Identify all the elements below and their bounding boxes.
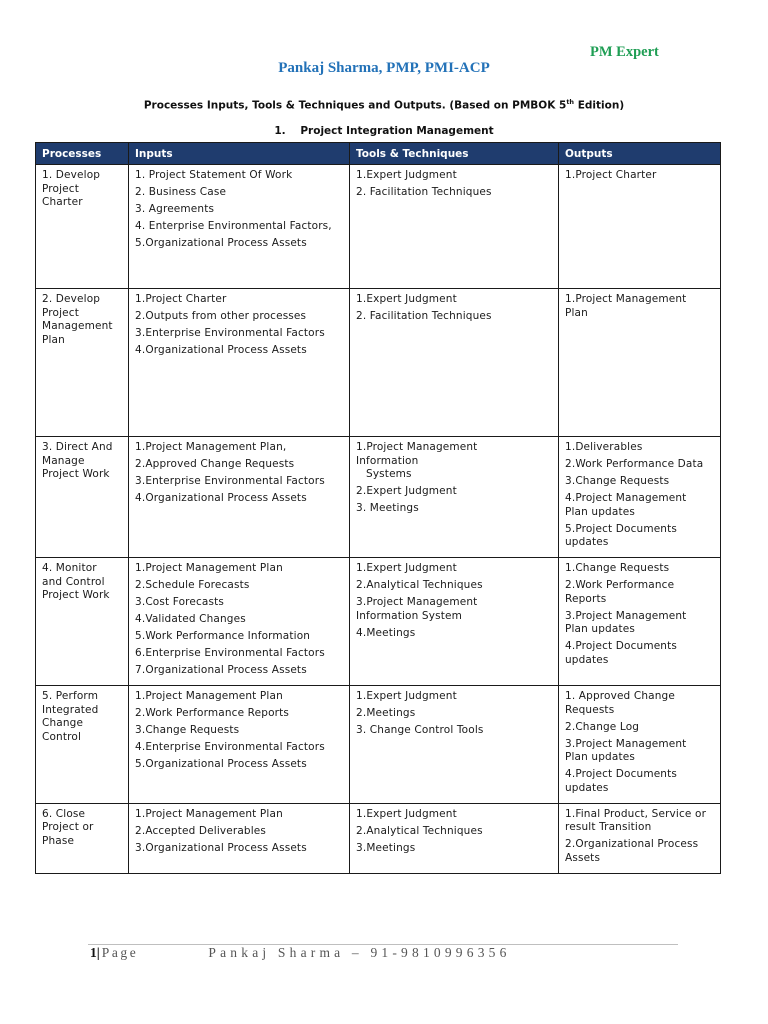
cell-line: 4.Validated Changes xyxy=(135,613,246,625)
cell-line: 2.Outputs from other processes xyxy=(135,310,307,322)
table-header-row xyxy=(36,143,721,165)
table-row xyxy=(36,437,721,558)
process-cell xyxy=(36,686,129,804)
inputs-cell xyxy=(129,289,350,437)
subtitle-suffix: Edition) xyxy=(574,99,625,112)
cell-line: 3.Project Management xyxy=(565,609,687,622)
cell-line: Project Work xyxy=(42,589,110,601)
process-cell xyxy=(36,558,129,686)
cell-line: 3.Change Requests xyxy=(565,475,670,487)
subtitle-superscript: th xyxy=(566,98,575,106)
cell-line: 7.Organizational Process Assets xyxy=(135,664,307,676)
table-row xyxy=(36,289,721,437)
cell-line: 5.Project Documents xyxy=(565,522,677,535)
column-header-tools: Tools & Techniques xyxy=(350,143,559,165)
cell-line: 1.Project Charter xyxy=(565,169,657,181)
process-table xyxy=(35,142,721,874)
page-label: Page xyxy=(101,945,139,960)
cell-line: 1.Expert Judgment xyxy=(356,169,457,181)
outputs-cell xyxy=(559,165,721,289)
cell-line: 2.Analytical Techniques xyxy=(356,824,483,837)
cell-line: result Transition xyxy=(565,821,652,833)
outputs-cell xyxy=(559,558,721,686)
inputs-cell xyxy=(129,437,350,558)
cell-line: Charter xyxy=(42,196,83,208)
cell-line: Systems xyxy=(366,468,412,480)
column-header-processes: Processes xyxy=(36,143,129,165)
cell-line: Management xyxy=(42,320,113,332)
process-cell xyxy=(36,803,129,873)
cell-line: 2.Expert Judgment xyxy=(356,485,457,497)
brand-label: PM Expert xyxy=(590,44,659,60)
section-title: Project Integration Management xyxy=(300,125,494,137)
cell-line: 3.Enterprise Environmental Factors xyxy=(135,475,325,487)
tools-cell xyxy=(350,558,559,686)
author-title: Pankaj Sharma, PMP, PMI-ACP xyxy=(278,60,490,76)
cell-line: Plan xyxy=(42,333,65,346)
footer-separator: | xyxy=(96,945,100,960)
cell-line: Integrated xyxy=(42,703,99,716)
cell-line: Plan updates xyxy=(565,505,635,518)
cell-line: Requests xyxy=(565,703,615,716)
cell-line: 6.Enterprise Environmental Factors xyxy=(135,647,325,659)
cell-line: updates xyxy=(565,653,609,666)
tools-cell xyxy=(350,165,559,289)
cell-line: 3.Project Management xyxy=(356,596,478,608)
cell-line: Plan xyxy=(565,306,588,319)
cell-line: Project or xyxy=(42,821,94,833)
cell-line: 3. Change Control Tools xyxy=(356,724,484,736)
subtitle-text: Processes Inputs, Tools & Techniques and Outputs. (Based on PMBOK 5 xyxy=(143,99,567,112)
cell-line: 1.Project Management Plan xyxy=(135,807,283,820)
cell-line: 1.Project Management Plan, xyxy=(135,441,287,453)
inputs-cell xyxy=(129,686,350,804)
cell-line: 6. Close xyxy=(42,807,86,820)
tools-cell xyxy=(350,437,559,558)
cell-line: 5.Organizational Process Assets xyxy=(135,237,307,249)
cell-line: 4.Project Management xyxy=(565,492,687,504)
cell-line: Control xyxy=(42,730,82,743)
cell-line: 1.Project Management Plan xyxy=(135,690,283,702)
cell-line: updates xyxy=(565,781,609,794)
tools-cell xyxy=(350,686,559,804)
cell-line: 4.Project Documents xyxy=(565,640,677,652)
outputs-cell xyxy=(559,289,721,437)
cell-line: 3.Cost Forecasts xyxy=(135,596,224,608)
page-footer xyxy=(90,945,750,961)
cell-line: Plan updates xyxy=(565,751,635,763)
outputs-cell xyxy=(559,437,721,558)
cell-line: 4.Organizational Process Assets xyxy=(135,344,307,356)
cell-line: and Control xyxy=(42,575,105,588)
inputs-cell xyxy=(129,803,350,873)
table-row xyxy=(36,803,721,873)
section-number: 1. xyxy=(274,125,286,137)
cell-line: 1.Expert Judgment xyxy=(356,807,457,820)
cell-line: 2.Change Log xyxy=(565,720,640,733)
cell-line: Project xyxy=(42,306,79,319)
cell-line: 3. Direct And xyxy=(42,441,113,453)
cell-line: Project Work xyxy=(42,468,110,480)
cell-line: 3. Meetings xyxy=(356,502,419,514)
section-heading xyxy=(0,125,768,137)
cell-line: 1.Project Management xyxy=(356,441,478,453)
column-header-outputs: Outputs xyxy=(559,143,721,165)
cell-line: 3.Meetings xyxy=(356,841,416,854)
cell-line: 2. Develop xyxy=(42,293,101,305)
tools-cell xyxy=(350,289,559,437)
page-number: 1 xyxy=(90,945,97,960)
cell-line: 3. Agreements xyxy=(135,203,215,215)
cell-line: Plan updates xyxy=(565,623,635,635)
process-cell xyxy=(36,165,129,289)
cell-line: Phase xyxy=(42,834,75,847)
cell-line: 1.Deliverables xyxy=(565,441,643,453)
cell-line: Information System xyxy=(356,609,462,622)
table-row xyxy=(36,558,721,686)
cell-line: Assets xyxy=(565,851,601,864)
cell-line: Information xyxy=(356,454,419,467)
cell-line: 5.Organizational Process Assets xyxy=(135,758,307,770)
cell-line: 1.Expert Judgment xyxy=(356,690,457,702)
cell-line: 5. Perform xyxy=(42,690,99,702)
process-cell xyxy=(36,437,129,558)
cell-line: 2.Schedule Forecasts xyxy=(135,579,250,591)
cell-line: 4.Project Documents xyxy=(565,768,677,780)
cell-line: 2.Analytical Techniques xyxy=(356,579,483,591)
cell-line: Manage xyxy=(42,454,85,467)
cell-line: 3.Change Requests xyxy=(135,724,240,736)
cell-line: 2.Work Performance Reports xyxy=(135,707,289,719)
table-row xyxy=(36,686,721,804)
cell-line: 2.Approved Change Requests xyxy=(135,458,295,470)
cell-line: 5.Work Performance Information xyxy=(135,630,311,642)
outputs-cell xyxy=(559,803,721,873)
cell-line: 4.Meetings xyxy=(356,626,416,639)
cell-line: 3.Enterprise Environmental Factors xyxy=(135,327,325,339)
cell-line: 4.Enterprise Environmental Factors xyxy=(135,741,325,753)
tools-cell xyxy=(350,803,559,873)
cell-line: 1.Expert Judgment xyxy=(356,293,457,305)
table-body xyxy=(36,165,721,874)
cell-line: 2.Organizational Process xyxy=(565,838,699,850)
cell-line: 1.Project Management xyxy=(565,293,687,305)
cell-line: 2. Facilitation Techniques xyxy=(356,186,492,198)
inputs-cell xyxy=(129,558,350,686)
cell-line: 3.Project Management xyxy=(565,737,687,750)
footer-author-phone: Pankaj Sharma – 91-9810996356 xyxy=(208,945,511,960)
cell-line: 3.Organizational Process Assets xyxy=(135,841,307,854)
cell-line: 1.Project Management Plan xyxy=(135,562,283,574)
inputs-cell xyxy=(129,165,350,289)
document-subtitle xyxy=(0,98,768,112)
cell-line: 2.Work Performance Data xyxy=(565,458,704,470)
cell-line: 1. Develop xyxy=(42,169,101,181)
cell-line: Change xyxy=(42,717,84,729)
cell-line: 4. Monitor xyxy=(42,562,97,574)
cell-line: Project xyxy=(42,182,79,195)
cell-line: 1.Project Charter xyxy=(135,293,227,305)
cell-line: updates xyxy=(565,536,609,548)
cell-line: 1. Approved Change xyxy=(565,690,675,702)
cell-line: 2. Business Case xyxy=(135,186,227,198)
cell-line: Reports xyxy=(565,592,607,605)
cell-line: 1.Expert Judgment xyxy=(356,562,457,574)
table-row xyxy=(36,165,721,289)
cell-line: 4.Organizational Process Assets xyxy=(135,492,307,504)
cell-line: 4. Enterprise Environmental Factors, xyxy=(135,220,332,232)
cell-line: 1.Final Product, Service or xyxy=(565,807,707,820)
cell-line: 2.Work Performance xyxy=(565,579,675,591)
cell-line: 2.Accepted Deliverables xyxy=(135,824,267,837)
column-header-inputs: Inputs xyxy=(129,143,350,165)
cell-line: 1. Project Statement Of Work xyxy=(135,169,293,181)
cell-line: 2.Meetings xyxy=(356,707,416,719)
cell-line: 2. Facilitation Techniques xyxy=(356,310,492,322)
outputs-cell xyxy=(559,686,721,804)
process-cell xyxy=(36,289,129,437)
cell-line: 1.Change Requests xyxy=(565,562,670,574)
